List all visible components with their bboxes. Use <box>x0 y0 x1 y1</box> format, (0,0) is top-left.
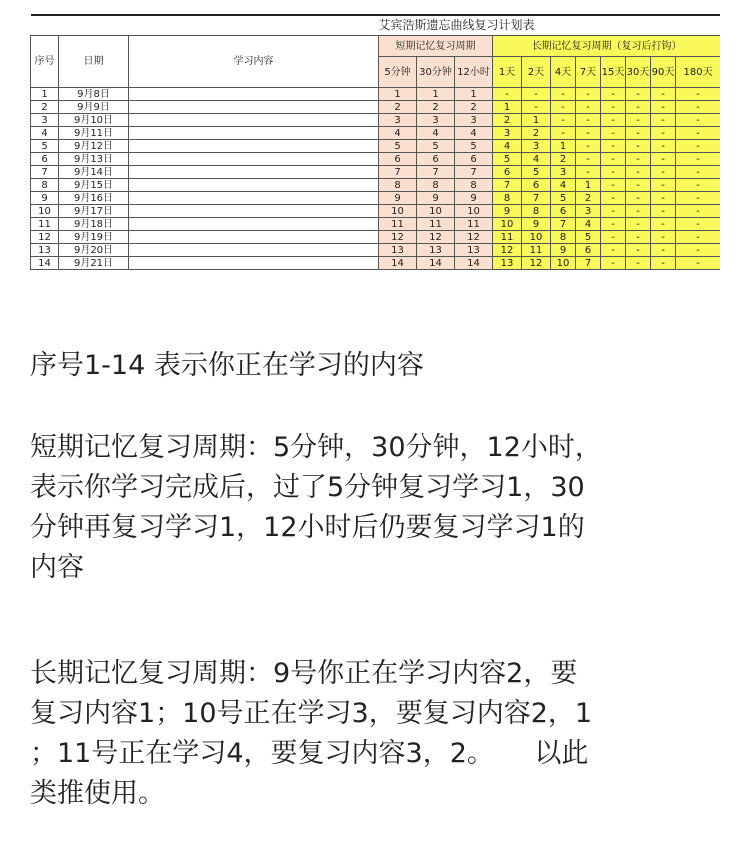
long-term-cell: - <box>522 88 551 101</box>
content-cell <box>129 127 379 140</box>
long-term-cell: - <box>651 101 676 114</box>
short-term-cell: 8 <box>455 179 493 192</box>
short-term-cell: 4 <box>417 127 455 140</box>
long-term-cell: 5 <box>576 231 601 244</box>
short-term-cell: 14 <box>417 257 455 270</box>
short-term-cell: 6 <box>455 153 493 166</box>
content-cell <box>129 244 379 257</box>
short-term-cell: 7 <box>379 166 417 179</box>
long-term-cell: - <box>626 127 651 140</box>
short-term-cell: 10 <box>455 205 493 218</box>
short-term-cell: 12 <box>417 231 455 244</box>
seq-cell: 9 <box>31 192 59 205</box>
long-term-cell: 2 <box>551 153 576 166</box>
table-row <box>31 218 721 231</box>
long-term-col-header: 30天 <box>626 57 651 88</box>
review-plan-sheet <box>30 14 720 320</box>
table-row <box>31 179 721 192</box>
long-term-cell: - <box>601 244 626 257</box>
short-term-col-header: 12小时 <box>455 57 493 88</box>
table-row <box>31 88 721 101</box>
long-term-cell: - <box>626 114 651 127</box>
long-term-cell: - <box>626 179 651 192</box>
long-term-cell: - <box>626 88 651 101</box>
long-term-cell: - <box>651 153 676 166</box>
long-term-cell: 1 <box>576 179 601 192</box>
text-line: 复习内容1；10号正在学习3，要复习内容2，1 <box>30 698 593 729</box>
content-cell <box>129 205 379 218</box>
short-term-cell: 2 <box>417 101 455 114</box>
short-term-cell: 2 <box>455 101 493 114</box>
long-term-cell: - <box>676 179 721 192</box>
long-term-cell: 3 <box>522 140 551 153</box>
long-term-cell: - <box>676 192 721 205</box>
sheet-title: 艾宾浩斯遗忘曲线复习计划表 <box>379 15 721 36</box>
long-term-cell: 10 <box>493 218 522 231</box>
short-term-cell: 7 <box>417 166 455 179</box>
long-term-cell: - <box>676 257 721 270</box>
short-term-cell: 5 <box>379 140 417 153</box>
date-cell: 9月19日 <box>59 231 129 244</box>
long-term-cell: - <box>626 205 651 218</box>
long-term-cell: - <box>576 127 601 140</box>
short-term-cell: 8 <box>417 179 455 192</box>
long-term-cell: 11 <box>522 244 551 257</box>
table-row <box>31 244 721 257</box>
content-cell <box>129 231 379 244</box>
long-term-cell: 7 <box>493 179 522 192</box>
content-cell <box>129 140 379 153</box>
long-term-cell: - <box>551 127 576 140</box>
long-term-cell: 1 <box>493 101 522 114</box>
seq-cell: 1 <box>31 88 59 101</box>
long-term-cell: - <box>493 88 522 101</box>
seq-cell: 5 <box>31 140 59 153</box>
content-cell <box>129 153 379 166</box>
short-term-cell: 3 <box>455 114 493 127</box>
table-row <box>31 140 721 153</box>
long-term-cell: 9 <box>493 205 522 218</box>
long-term-cell: - <box>651 88 676 101</box>
content-cell <box>129 179 379 192</box>
long-term-cell: - <box>626 140 651 153</box>
table-row <box>31 153 721 166</box>
long-term-cell: 6 <box>493 166 522 179</box>
long-term-col-header: 7天 <box>576 57 601 88</box>
long-term-cell: - <box>601 140 626 153</box>
long-term-cell: 9 <box>522 218 551 231</box>
date-cell: 9月13日 <box>59 153 129 166</box>
short-term-cell: 3 <box>417 114 455 127</box>
table-row <box>31 114 721 127</box>
long-term-cell: - <box>576 166 601 179</box>
long-term-cell: - <box>576 101 601 114</box>
short-term-cell: 11 <box>455 218 493 231</box>
text-line: 表示你学习完成后，过了5分钟复习学习1，30 <box>30 472 585 503</box>
long-term-cell: - <box>626 101 651 114</box>
short-term-cell: 4 <box>455 127 493 140</box>
date-cell: 9月18日 <box>59 218 129 231</box>
content-cell <box>129 101 379 114</box>
long-term-cell: 2 <box>522 127 551 140</box>
long-term-cell: 3 <box>576 205 601 218</box>
short-term-cell: 1 <box>455 88 493 101</box>
long-term-cell: 7 <box>576 257 601 270</box>
long-term-cell: - <box>601 257 626 270</box>
long-term-cell: - <box>676 166 721 179</box>
paragraph-long-term <box>30 654 720 814</box>
long-term-cell: - <box>626 231 651 244</box>
long-term-cell: - <box>576 153 601 166</box>
long-term-cell: 4 <box>576 218 601 231</box>
long-term-cell: - <box>551 88 576 101</box>
short-term-cell: 8 <box>379 179 417 192</box>
long-term-cell: - <box>676 114 721 127</box>
short-term-cell: 13 <box>379 244 417 257</box>
review-plan-table <box>30 14 720 270</box>
long-term-cell: - <box>676 244 721 257</box>
date-cell: 9月8日 <box>59 88 129 101</box>
paragraph-intro <box>30 346 720 386</box>
long-term-cell: - <box>601 166 626 179</box>
table-row <box>31 257 721 270</box>
date-cell: 9月10日 <box>59 114 129 127</box>
seq-cell: 2 <box>31 101 59 114</box>
long-term-cell: - <box>676 205 721 218</box>
text-line: 内容 <box>30 552 84 583</box>
long-term-cell: - <box>651 244 676 257</box>
long-term-cell: - <box>651 127 676 140</box>
long-term-cell: - <box>601 101 626 114</box>
long-term-cell: - <box>651 231 676 244</box>
long-term-col-header: 2天 <box>522 57 551 88</box>
long-term-cell: - <box>626 218 651 231</box>
long-term-cell: - <box>676 153 721 166</box>
long-term-cell: 8 <box>522 205 551 218</box>
short-term-cell: 11 <box>417 218 455 231</box>
short-term-cell: 12 <box>455 231 493 244</box>
date-cell: 9月14日 <box>59 166 129 179</box>
long-term-cell: - <box>651 114 676 127</box>
short-term-cell: 13 <box>455 244 493 257</box>
seq-cell: 4 <box>31 127 59 140</box>
short-term-cell: 13 <box>417 244 455 257</box>
long-term-cell: - <box>576 140 601 153</box>
long-term-cell: 8 <box>493 192 522 205</box>
short-term-cell: 7 <box>455 166 493 179</box>
short-term-col-header: 5分钟 <box>379 57 417 88</box>
short-term-cell: 9 <box>455 192 493 205</box>
long-term-cell: 4 <box>551 179 576 192</box>
long-term-col-header: 180天 <box>676 57 721 88</box>
short-term-cell: 3 <box>379 114 417 127</box>
long-term-cell: - <box>576 114 601 127</box>
long-term-cell: - <box>601 192 626 205</box>
long-term-cell: 5 <box>551 192 576 205</box>
text-line: 分钟再复习学习1，12小时后仍要复习学习1的 <box>30 512 585 543</box>
long-term-cell: - <box>676 218 721 231</box>
long-term-cell: 4 <box>493 140 522 153</box>
text-line: 短期记忆复习周期：5分钟，30分钟，12小时， <box>30 432 602 463</box>
long-term-cell: 7 <box>551 218 576 231</box>
content-cell <box>129 166 379 179</box>
short-term-cell: 6 <box>417 153 455 166</box>
long-term-cell: - <box>651 218 676 231</box>
date-cell: 9月17日 <box>59 205 129 218</box>
long-term-cell: - <box>651 179 676 192</box>
short-term-cell: 10 <box>417 205 455 218</box>
content-cell <box>129 257 379 270</box>
long-term-cell: 3 <box>551 166 576 179</box>
short-term-cell: 2 <box>379 101 417 114</box>
long-term-cell: 10 <box>551 257 576 270</box>
long-term-cell: 8 <box>551 231 576 244</box>
long-term-cell: - <box>522 101 551 114</box>
long-term-cell: 1 <box>522 114 551 127</box>
long-term-cell: 9 <box>551 244 576 257</box>
long-term-cell: 1 <box>551 140 576 153</box>
long-term-col-header: 90天 <box>651 57 676 88</box>
content-cell <box>129 192 379 205</box>
long-term-cell: 6 <box>576 244 601 257</box>
long-term-cell: - <box>651 257 676 270</box>
long-term-cell: - <box>626 192 651 205</box>
content-cell <box>129 88 379 101</box>
content-cell <box>129 114 379 127</box>
long-term-cell: - <box>601 127 626 140</box>
long-term-cell: - <box>601 205 626 218</box>
short-term-group-header: 短期记忆复习周期 <box>379 36 493 57</box>
long-term-cell: 7 <box>522 192 551 205</box>
long-term-cell: 2 <box>576 192 601 205</box>
long-term-cell: - <box>626 166 651 179</box>
table-row <box>31 166 721 179</box>
date-cell: 9月20日 <box>59 244 129 257</box>
short-term-cell: 14 <box>455 257 493 270</box>
seq-cell: 11 <box>31 218 59 231</box>
seq-cell: 10 <box>31 205 59 218</box>
short-term-cell: 5 <box>455 140 493 153</box>
short-term-cell: 10 <box>379 205 417 218</box>
seq-cell: 14 <box>31 257 59 270</box>
long-term-cell: - <box>601 114 626 127</box>
date-cell: 9月15日 <box>59 179 129 192</box>
long-term-cell: - <box>651 140 676 153</box>
long-term-cell: - <box>551 101 576 114</box>
short-term-cell: 9 <box>379 192 417 205</box>
long-term-cell: 12 <box>522 257 551 270</box>
long-term-cell: - <box>601 179 626 192</box>
text-line: 长期记忆复习周期：9号你正在学习内容2，要 <box>30 658 578 689</box>
long-term-cell: - <box>601 231 626 244</box>
long-term-cell: - <box>651 192 676 205</box>
date-cell: 9月16日 <box>59 192 129 205</box>
date-cell: 9月12日 <box>59 140 129 153</box>
long-term-cell: - <box>626 153 651 166</box>
long-term-cell: - <box>626 244 651 257</box>
long-term-cell: 2 <box>493 114 522 127</box>
date-cell: 9月9日 <box>59 101 129 114</box>
long-term-cell: 5 <box>522 166 551 179</box>
table-row <box>31 205 721 218</box>
long-term-cell: - <box>676 127 721 140</box>
date-header: 日期 <box>59 36 129 88</box>
long-term-cell: 13 <box>493 257 522 270</box>
long-term-cell: - <box>626 257 651 270</box>
table-row <box>31 101 721 114</box>
long-term-cell: 11 <box>493 231 522 244</box>
date-cell: 9月11日 <box>59 127 129 140</box>
seq-header: 序号 <box>31 36 59 88</box>
short-term-cell: 4 <box>379 127 417 140</box>
long-term-cell: - <box>676 101 721 114</box>
seq-cell: 12 <box>31 231 59 244</box>
long-term-col-header: 1天 <box>493 57 522 88</box>
long-term-cell: - <box>601 88 626 101</box>
long-term-cell: - <box>601 218 626 231</box>
content-header: 学习内容 <box>129 36 379 88</box>
text-line: 类推使用。 <box>30 778 165 809</box>
seq-cell: 3 <box>31 114 59 127</box>
long-term-cell: 4 <box>522 153 551 166</box>
seq-cell: 6 <box>31 153 59 166</box>
text-line: 序号1-14 表示你正在学习的内容 <box>30 350 424 381</box>
short-term-cell: 1 <box>379 88 417 101</box>
seq-cell: 13 <box>31 244 59 257</box>
long-term-cell: 6 <box>551 205 576 218</box>
paragraph-short-term <box>30 428 720 588</box>
long-term-col-header: 15天 <box>601 57 626 88</box>
short-term-cell: 12 <box>379 231 417 244</box>
short-term-cell: 9 <box>417 192 455 205</box>
seq-cell: 7 <box>31 166 59 179</box>
long-term-cell: - <box>551 114 576 127</box>
long-term-cell: - <box>601 153 626 166</box>
long-term-cell: 5 <box>493 153 522 166</box>
long-term-cell: 6 <box>522 179 551 192</box>
long-term-cell: - <box>651 205 676 218</box>
date-cell: 9月21日 <box>59 257 129 270</box>
content-cell <box>129 218 379 231</box>
short-term-cell: 5 <box>417 140 455 153</box>
image-fade-edge <box>30 308 720 320</box>
table-row <box>31 192 721 205</box>
short-term-cell: 14 <box>379 257 417 270</box>
seq-cell: 8 <box>31 179 59 192</box>
short-term-cell: 1 <box>417 88 455 101</box>
long-term-group-header: 长期记忆复习周期（复习后打钩） <box>493 36 721 57</box>
long-term-cell: 3 <box>493 127 522 140</box>
long-term-cell: - <box>676 231 721 244</box>
long-term-cell: - <box>576 88 601 101</box>
long-term-cell: - <box>676 140 721 153</box>
text-line: ；11号正在学习4，要复习内容3，2。 以此 <box>30 738 589 769</box>
short-term-cell: 6 <box>379 153 417 166</box>
table-row <box>31 231 721 244</box>
table-row <box>31 127 721 140</box>
long-term-col-header: 4天 <box>551 57 576 88</box>
long-term-cell: 10 <box>522 231 551 244</box>
long-term-cell: - <box>651 166 676 179</box>
short-term-col-header: 30分钟 <box>417 57 455 88</box>
long-term-cell: - <box>676 88 721 101</box>
short-term-cell: 11 <box>379 218 417 231</box>
long-term-cell: 12 <box>493 244 522 257</box>
